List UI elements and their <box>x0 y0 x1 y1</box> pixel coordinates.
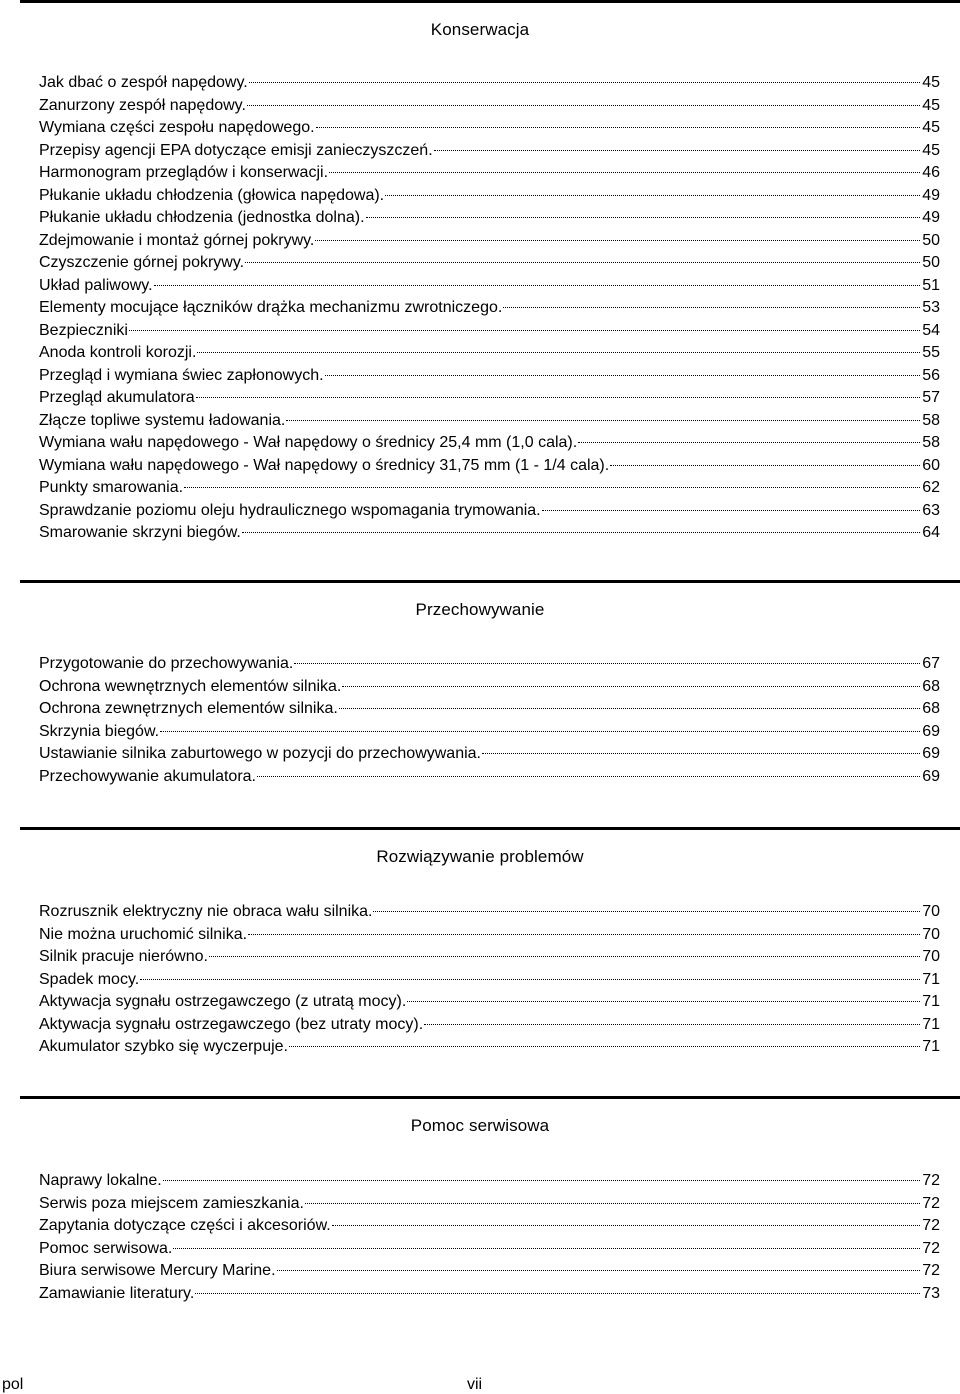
toc-entry-label: Ochrona zewnętrznych elementów silnika. <box>39 700 338 717</box>
toc-entry-label: Biura serwisowe Mercury Marine. <box>39 1262 276 1279</box>
toc-entry-page: 72 <box>922 1194 940 1212</box>
toc-entry-label: Płukanie układu chłodzenia (głowica napędowa). <box>39 186 385 204</box>
toc-entry-label: Przegląd akumulatora <box>39 389 195 406</box>
dot-leader <box>197 352 920 353</box>
toc-entry-label: Przygotowanie do przechowywania. <box>39 655 294 672</box>
toc-entries <box>39 1170 940 1305</box>
dot-leader <box>248 934 920 935</box>
toc-entry-page: 53 <box>922 299 940 316</box>
toc-entry-page: 49 <box>922 186 940 204</box>
toc-entry-page: 50 <box>922 231 940 249</box>
section-title: Konserwacja <box>430 20 530 39</box>
dot-leader <box>154 285 921 286</box>
toc-entry-page: 70 <box>922 903 940 920</box>
dot-leader <box>315 240 920 241</box>
toc-entry-page: 64 <box>922 524 940 541</box>
toc-entry[interactable] <box>39 924 940 947</box>
toc-entry-page: 71 <box>922 1038 940 1055</box>
toc-entry-label: Zamawianie literatury. <box>39 1284 195 1302</box>
toc-entry-page: 69 <box>922 767 940 785</box>
dot-leader <box>140 979 920 980</box>
dot-leader <box>209 956 920 957</box>
toc-entries <box>39 72 940 545</box>
toc-entry-page: 71 <box>922 970 940 988</box>
toc-entry-page: 69 <box>922 745 940 762</box>
toc-entry-page: 45 <box>922 119 940 136</box>
toc-entry-label: Wymiana wału napędowego - Wał napędowy o średnicy 31,75 mm (1 - 1/4 cala). <box>39 456 610 474</box>
toc-entry-label: Silnik pracuje nierówno. <box>39 948 208 965</box>
toc-entry[interactable] <box>39 252 940 275</box>
section-divider <box>20 1096 960 1099</box>
section-title: Pomoc serwisowa <box>410 1116 550 1135</box>
toc-entries <box>39 653 940 788</box>
toc-entry[interactable] <box>39 1215 940 1238</box>
toc-entry[interactable] <box>39 1014 940 1037</box>
toc-entry[interactable] <box>39 117 940 140</box>
toc-entry-page: 45 <box>922 96 940 114</box>
toc-entry-page: 49 <box>922 209 940 226</box>
toc-entry[interactable] <box>39 477 940 500</box>
toc-entry[interactable] <box>39 653 940 676</box>
toc-entry-page: 54 <box>922 321 940 339</box>
toc-entry[interactable] <box>39 500 940 523</box>
toc-entry-label: Zanurzony zespół napędowy. <box>39 96 246 114</box>
toc-entry[interactable] <box>39 185 940 208</box>
toc-entry[interactable] <box>39 95 940 118</box>
toc-entry-page: 50 <box>922 254 940 271</box>
toc-entry[interactable] <box>39 1170 940 1193</box>
section-divider <box>20 827 960 830</box>
toc-entry-label: Sprawdzanie poziomu oleju hydraulicznego wspomagania trymowania. <box>39 501 541 519</box>
dot-leader <box>610 465 920 466</box>
toc-entry[interactable] <box>39 1193 940 1216</box>
toc-entry-label: Ochrona wewnętrznych elementów silnika. <box>39 677 342 695</box>
toc-entry-label: Złącze topliwe systemu ładowania. <box>39 411 286 429</box>
dot-leader <box>503 307 920 308</box>
toc-entry[interactable] <box>39 676 940 699</box>
toc-entry-label: Układ paliwowy. <box>39 276 153 294</box>
toc-entry-page: 58 <box>922 434 940 451</box>
toc-entry-label: Ustawianie silnika zaburtowego w pozycji do przechowywania. <box>39 745 481 762</box>
toc-entry-page: 68 <box>922 677 940 695</box>
dot-leader <box>342 686 920 687</box>
toc-entry-page: 73 <box>922 1284 940 1302</box>
dot-leader <box>407 1001 920 1002</box>
dot-leader <box>325 375 921 376</box>
toc-entry[interactable] <box>39 342 940 365</box>
toc-entry-page: 62 <box>922 479 940 496</box>
toc-entry[interactable] <box>39 432 940 455</box>
toc-entry[interactable] <box>39 1283 940 1306</box>
toc-entry[interactable] <box>39 766 940 789</box>
toc-entry-page: 72 <box>922 1262 940 1279</box>
toc-entry-label: Punkty smarowania. <box>39 479 184 496</box>
toc-entry-label: Przepisy agencji EPA dotyczące emisji zanieczyszczeń. <box>39 141 433 159</box>
toc-entry-label: Aktywacja sygnału ostrzegawczego (bez utraty mocy). <box>39 1015 424 1033</box>
toc-entry[interactable] <box>39 522 940 545</box>
dot-leader <box>249 82 920 83</box>
toc-entry-label: Bezpieczniki <box>39 321 128 339</box>
toc-entry-page: 71 <box>922 993 940 1010</box>
dot-leader <box>245 262 920 263</box>
toc-entry-label: Wymiana części zespołu napędowego. <box>39 119 315 136</box>
toc-entry[interactable] <box>39 991 940 1014</box>
dot-leader <box>160 731 920 732</box>
toc-entry-label: Aktywacja sygnału ostrzegawczego (z utratą mocy). <box>39 993 407 1010</box>
toc-entry-page: 67 <box>922 655 940 672</box>
toc-entry[interactable] <box>39 946 940 969</box>
dot-leader <box>196 397 921 398</box>
toc-entry-page: 55 <box>922 344 940 361</box>
dot-leader <box>316 127 921 128</box>
toc-entry-page: 46 <box>922 164 940 181</box>
toc-entry-label: Pomoc serwisowa. <box>39 1239 173 1257</box>
toc-entry-page: 51 <box>922 276 940 294</box>
toc-entry-page: 68 <box>922 700 940 717</box>
toc-entry-label: Jak dbać o zespół napędowy. <box>39 74 248 91</box>
toc-entry-label: Smarowanie skrzyni biegów. <box>39 524 241 541</box>
dot-leader <box>329 172 920 173</box>
footer-language: pol <box>2 1376 24 1393</box>
toc-entry[interactable] <box>39 1036 940 1059</box>
dot-leader <box>184 487 920 488</box>
toc-entry-page: 56 <box>922 366 940 384</box>
dot-leader <box>339 708 920 709</box>
toc-entry[interactable] <box>39 721 940 744</box>
toc-entry-page: 72 <box>922 1217 940 1234</box>
toc-entry-page: 57 <box>922 389 940 406</box>
toc-entry[interactable] <box>39 410 940 433</box>
toc-entry-label: Rozrusznik elektryczny nie obraca wału silnika. <box>39 903 373 920</box>
toc-entry[interactable] <box>39 1260 940 1283</box>
toc-entry[interactable] <box>39 72 940 95</box>
toc-entry-page: 72 <box>922 1239 940 1257</box>
toc-entry-page: 45 <box>922 141 940 159</box>
toc-entry-label: Płukanie układu chłodzenia (jednostka dolna). <box>39 209 365 226</box>
dot-leader <box>366 217 921 218</box>
toc-entry-page: 63 <box>922 501 940 519</box>
dot-leader <box>129 330 920 331</box>
toc-entry-page: 71 <box>922 1015 940 1033</box>
dot-leader <box>332 1225 921 1226</box>
toc-entry[interactable] <box>39 743 940 766</box>
toc-entry-label: Akumulator szybko się wyczerpuje. <box>39 1038 288 1055</box>
dot-leader <box>424 1024 920 1025</box>
toc-entry[interactable] <box>39 140 940 163</box>
dot-leader <box>257 776 920 777</box>
toc-entry-label: Skrzynia biegów. <box>39 722 160 740</box>
toc-entry[interactable] <box>39 162 940 185</box>
toc-entry-page: 69 <box>922 722 940 740</box>
dot-leader <box>173 1248 920 1249</box>
toc-entry-label: Naprawy lokalne. <box>39 1172 162 1189</box>
toc-entry[interactable] <box>39 901 940 924</box>
dot-leader <box>163 1180 920 1181</box>
toc-entry-page: 70 <box>922 948 940 965</box>
toc-entry[interactable] <box>39 969 940 992</box>
dot-leader <box>247 105 920 106</box>
toc-entry-page: 70 <box>922 925 940 943</box>
toc-entry-label: Czyszczenie górnej pokrywy. <box>39 254 245 271</box>
toc-entry-label: Serwis poza miejscem zamieszkania. <box>39 1194 304 1212</box>
toc-entry-label: Elementy mocujące łączników drążka mechanizmu zwrotniczego. <box>39 299 503 316</box>
dot-leader <box>286 420 920 421</box>
dot-leader <box>195 1293 920 1294</box>
toc-entries <box>39 901 940 1059</box>
toc-entry[interactable] <box>39 698 940 721</box>
toc-entry[interactable] <box>39 230 940 253</box>
toc-entry[interactable] <box>39 207 940 230</box>
footer-page-number: vii <box>467 1376 483 1393</box>
toc-entry-label: Anoda kontroli korozji. <box>39 344 197 361</box>
toc-entry[interactable] <box>39 320 940 343</box>
toc-entry[interactable] <box>39 365 940 388</box>
toc-entry-label: Przegląd i wymiana świec zapłonowych. <box>39 366 324 384</box>
dot-leader <box>305 1203 920 1204</box>
toc-entry-label: Spadek mocy. <box>39 970 140 988</box>
dot-leader <box>482 753 920 754</box>
dot-leader <box>434 150 921 151</box>
toc-entry[interactable] <box>39 275 940 298</box>
toc-entry-page: 60 <box>922 456 940 474</box>
toc-entry-label: Zdejmowanie i montaż górnej pokrywy. <box>39 231 315 249</box>
dot-leader <box>242 532 920 533</box>
toc-entry[interactable] <box>39 297 940 320</box>
dot-leader <box>385 195 920 196</box>
toc-entry-label: Zapytania dotyczące części i akcesoriów. <box>39 1217 331 1234</box>
dot-leader <box>542 510 921 511</box>
dot-leader <box>373 911 920 912</box>
dot-leader <box>294 663 920 664</box>
toc-entry-page: 58 <box>922 411 940 429</box>
toc-entry[interactable] <box>39 387 940 410</box>
toc-entry-label: Nie można uruchomić silnika. <box>39 925 248 943</box>
dot-leader <box>578 442 920 443</box>
toc-entry-page: 45 <box>922 74 940 91</box>
toc-entry-label: Wymiana wału napędowego - Wał napędowy o średnicy 25,4 mm (1,0 cala). <box>39 434 578 451</box>
toc-entry-page: 72 <box>922 1172 940 1189</box>
section-title: Rozwiązywanie problemów <box>376 847 584 866</box>
section-title: Przechowywanie <box>415 600 545 619</box>
dot-leader <box>289 1046 920 1047</box>
section-divider <box>20 0 960 3</box>
toc-entry-label: Przechowywanie akumulatora. <box>39 767 256 785</box>
toc-entry[interactable] <box>39 455 940 478</box>
toc-entry[interactable] <box>39 1238 940 1261</box>
section-divider <box>20 580 960 583</box>
dot-leader <box>277 1270 921 1271</box>
toc-entry-label: Harmonogram przeglądów i konserwacji. <box>39 164 329 181</box>
